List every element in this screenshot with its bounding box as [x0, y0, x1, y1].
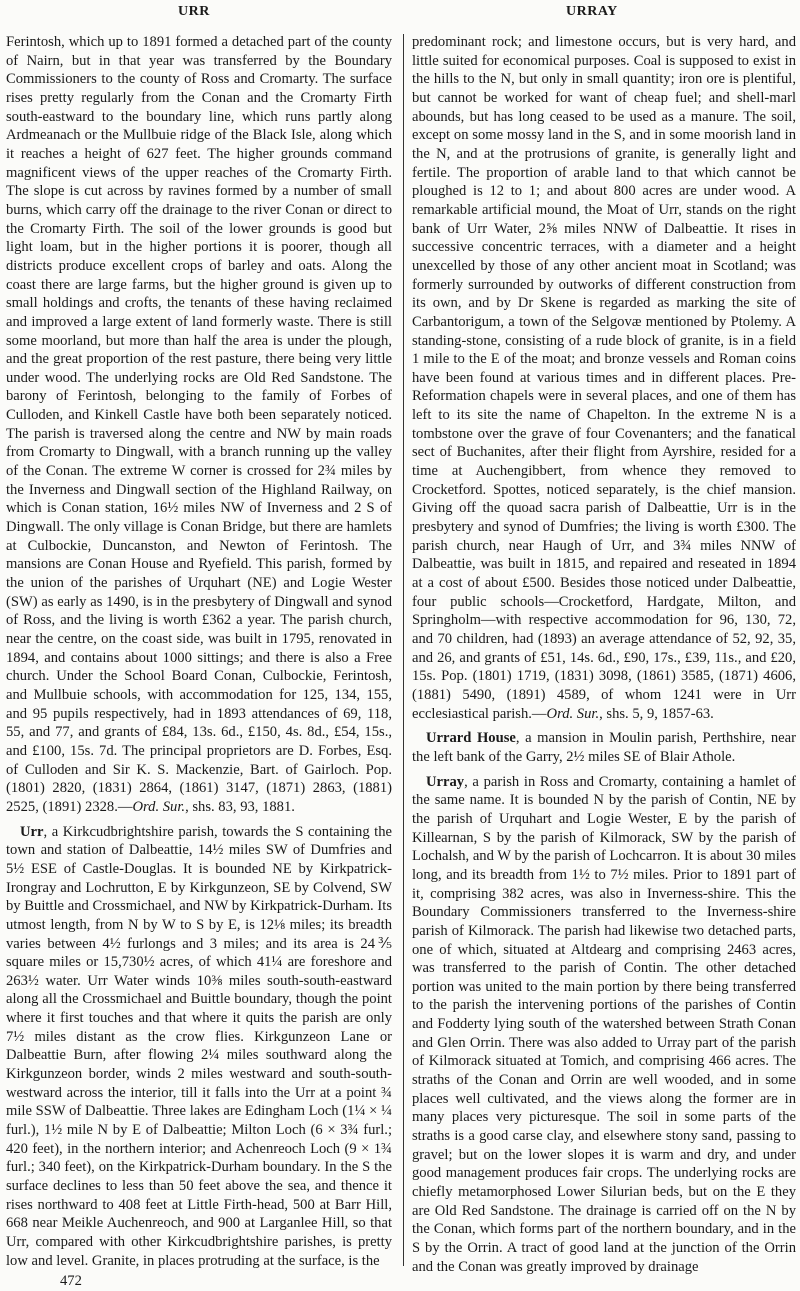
entry-text: , a mansion in Moulin parish, Perthshire, near the left bank of the Garry, 2½ miles SE of Blair Athole. [412, 730, 796, 765]
left-column [6, 33, 392, 1291]
citation: Ord. Sur. [546, 705, 600, 722]
citation-tail: , shs. 83, 93, 1881. [185, 798, 295, 815]
page-number: 472 [60, 1273, 82, 1290]
entry-urr [6, 823, 392, 1271]
citation-tail: , shs. 5, 9, 1857-63. [599, 705, 714, 722]
headword: Urr [20, 823, 44, 840]
paragraph-text: Ferintosh, which up to 1891 formed a detached part of the county of Nairn, but in that year was transferred by the Boundary Commissioners to the county of Ross and Cromarty. The surface rises pretty regularly from the Conan and the Cromarty Firth south-eastward to the boundary line, which runs partly along Ardmeanach or the Mullbuie ridge of the Black Isle, along which it reaches a height of 627 feet. The higher grounds command magnificent views of the upper reaches of the Cromarty Firth. The slope is cut across by ravines formed by a number of small burns, which carry off the drainage to the river Conan or direct to the Cromarty Firth. The soil of the lower grounds is good but light loam, but in the higher portions it is poorer, though all districts produce excellent crops of barley and oats. Along the coast there are large farms, but the higher ground is given up to small holdings and crofts, the tenants of these having reclaimed and improved a large extent of land formerly waste. There is still some moorland, but more than half the area is under the plough, and the great proportion of the rest pasture, there being very little under wood. The underlying rocks are Old Red Sandstone. The barony of Ferintosh, belonging to the family of Forbes of Culloden, and Kinkell Castle have both been separately noticed. The parish is traversed along the centre and NW by main roads from Cromarty to Dingwall, with a branch running up the valley of the Conan. The extreme W corner is crossed for 2¾ miles by the Inverness and Dingwall section of the Highland Railway, on which is Conan station, 16½ miles NW of Inverness and 2 S of Dingwall. The only village is Conan Bridge, but there are hamlets at Culbockie, Duncanston, and Newton of Ferintosh. The mansions are Conan House and Ryefield. This parish, formed by the union of the parishes of Urquhart (NE) and Logie Wester (SW) as early as 1490, is in the presbytery of Dingwall and synod of Ross, and the living is worth £362 a year. The parish church, near the centre, on the coast side, was built in 1795, renovated in 1894, and contains about 1000 sittings; and there is also a Free church. Under the School Board Conan, Culbockie, Ferintosh, and Mullbuie schools, with accommodation for 125, 134, 155, and 95 pupils respectively, had in 1893 attendances of 69, 118, 55, and 77, and grants of £84, 13s. 6d., £150, 4s. 8d., £54, 15s., and £100, 15s. 7d. The principal proprietors are D. Forbes, Esq. of Culloden and Sir K. S. Mackenzie, Bart. of Gairloch. Pop. (1801) 2820, (1831) 2864, (1861) 3147, (1871) 2863, (1881) 2525, (1891) 2328.— [6, 34, 392, 815]
running-header-right: URRAY [566, 4, 618, 19]
entry-urray [412, 773, 796, 1277]
column-divider [403, 34, 404, 1266]
paragraph-text: predominant rock; and limestone occurs, but is very hard, and little suited for economical purposes. Coal is supposed to exist in the hills to the N, but only in small quantity; iron ore is plentiful, but cannot be worked for want of cheap fuel; and shell-marl abounds, but has long ceased to be used as a manure. The soil, except on some mossy land in the S, and in some moorish land in the N, and at the protrusions of granite, is generally light and fertile. The proportion of arable land to that which cannot be ploughed is 12 to 1; and about 800 acres are under wood. A remarkable artificial mound, the Moat of Urr, stands on the right bank of Urr Water, 2⅝ miles NNW of Dalbeattie. It rises in successive concentric terraces, with a diameter and a height unexcelled by those of any other ancient moat in Scotland; was formerly surrounded by outworks of different construction from its own, and by Dr Skene is regarded as marking the site of Carbantorigum, a town of the Selgovæ mentioned by Ptolemy. A standing-stone, consisting of a rude block of granite, is in a field 1 mile to the E of the moat; and bronze vessels and Roman coins have been found at various times and in different places. Pre-Reformation chapels were in several places, and one of them has left to its site the name of Chapelton. In the extreme N is a tombstone over the grave of four Covenanters; and the fanatical sect of Buchanites, after their flight from Ayrshire, resided for a time at Auchengibbert, from whence they removed to Crocketford. Spottes, noticed separately, is the chief mansion. Giving off the quoad sacra parish of Dalbeattie, Urr is in the presbytery and synod of Dumfries; the living is worth £300. The parish church, near Haugh of Urr, and 3¾ miles NNW of Dalbeattie, was built in 1815, and repaired and reseated in 1894 at a cost of about £500. Besides those noticed under Dalbeattie, four public schools—Crocketford, Hardgate, Milton, and Springholm—with respective accommodation for 96, 130, 72, and 70 children, had (1893) an average attendance of 52, 92, 35, and 26, and grants of £51, 14s. 6d., £90, 17s., £39, 11s., and £20, 15s. Pop. (1801) 1719, (1831) 3098, (1861) 3585, (1871) 4606, (1881) 5490, (1891) 4589, of whom 1241 were in Urr ecclesiastical parish.— [412, 34, 796, 722]
entry-text: , a parish in Ross and Cromarty, containing a hamlet of the same name. It is bounded N by the parish of Contin, NE by the parish of Urquhart and Logie Wester, E by the parish of Killearnan, S by the parish of Kilmorack, SW by the parish of Lochalsh, and W by the parish of Lochcarron. It is about 30 miles long, and its breadth from 1½ to 7½ miles. Prior to 1891 part of it, comprising 382 acres, was also in Inverness-shire. This the Boundary Commissioners transferred to the Inverness-shire parish of Kilmorack. The parish had likewise two detached parts, one of which, situated at Altdearg and comprising 2463 acres, was transferred to the parish of Contin. The other detached portion was united to the main portion by there being transferred to the parish the intervening portions of the parishes of Contin and Fodderty lying south of the watershed between Strath Conan and Glen Orrin. There was also added to Urray part of the parish of Kilmorack situated at Tomich, and comprising 466 acres. The straths of the Conan and Orrin are well wooded, and in some places well cultivated, and the views along the former are in many places very picturesque. The soil in some parts of the straths is a good carse clay, and elsewhere stony sand, passing to gravel; but on the lower slopes it is warm and dry, and under good management produces fair crops. The underlying rocks are chiefly metamorphosed Lower Silurian beds, but on the E they are Old Red Sandstone. The drainage is carried off on the N by the Conan, which forms part of the northern boundary, and in the S by the Orrin. A tract of good land at the junction of the Orrin and the Conan was greatly improved by drainage [412, 773, 796, 1275]
running-header-left: URR [178, 4, 210, 19]
headword: Urrard House [426, 730, 516, 747]
ferintosh-continuation [6, 33, 392, 817]
headword: Urray [426, 773, 465, 790]
right-column [412, 33, 796, 1276]
citation: Ord. Sur. [132, 798, 186, 815]
urr-continuation [412, 33, 796, 723]
entry-text: , a Kirkcudbrightshire parish, towards the S containing the town and station of Dalbeattie, 14½ miles SW of Dumfries and 5½ ESE of Castle-Douglas. It is bounded NE by Kirkpatrick-Irongray and Lochrutton, E by Kirkgunzeon, SE by Colvend, SW by Buittle and Crossmichael, and NW by Kirkpatrick-Durham. Its utmost length, from N by W to S by E, is 12⅛ miles; its breadth varies between 4½ furlongs and 3 miles; and its area is 24⅗ square miles or 15,730½ acres, of which 41¼ are foreshore and 263½ water. Urr Water winds 10⅜ miles south-south-eastward along all the Crossmichael and Buittle boundary, though the point where it first touches and that where it quits the parish are only 7½ miles distant as the crow flies. Kirkgunzeon Lane or Dalbeattie Burn, after flowing 2¼ miles southward along the Kirkgunzeon border, winds 2 miles westward and south-south-westward across the interior, till it falls into the Urr at a point ¾ mile SSW of Dalbeattie. Three lakes are Edingham Loch (1¼ × ¼ furl.), 1½ mile N by E of Dalbeattie; Milton Loch (6 × 3¾ furl.; 420 feet), in the northern interior; and Achenreoch Loch (9 × 1¾ furl.; 340 feet), on the Kirkpatrick-Durham boundary. In the S the surface declines to less than 50 feet above the sea, and thence it rises northward to 408 feet at Little Firth-head, 500 at Barr Hill, 668 near Meikle Auchenreoch, and 900 at Larganlee Hill, so that Urr, compared with other Kirkcudbrightshire parishes, is pretty low and level. Granite, in places protruding at the surface, is the [6, 823, 392, 1269]
entry-urrard-house [412, 729, 796, 766]
